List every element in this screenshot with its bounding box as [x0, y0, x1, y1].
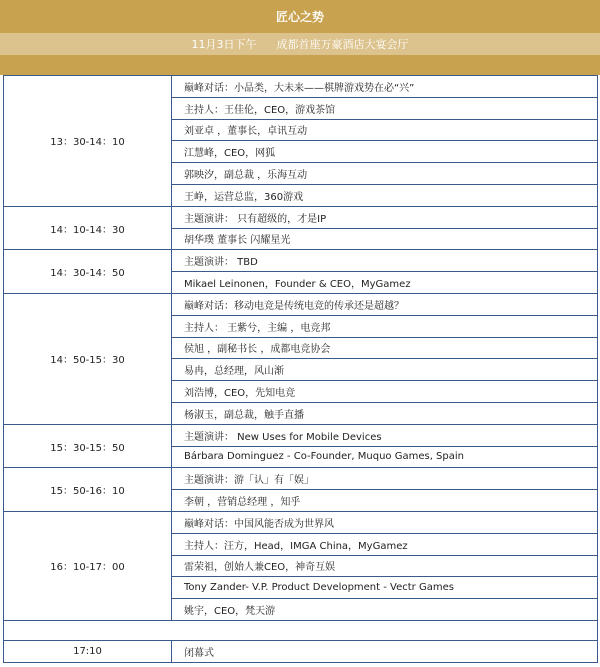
schedule-row [4, 250, 598, 272]
event-date: 11月3日下午 [191, 38, 257, 51]
session-item: 李朝 ，营销总经理 ，知乎 [172, 490, 598, 512]
session-item: 侯旭 ，副秘书长 ，成都电竞协会 [172, 337, 598, 359]
schedule-row [4, 206, 598, 228]
header-divider-band [0, 55, 600, 75]
spacer-row [4, 620, 598, 640]
session-time: 16：10-17：00 [4, 511, 172, 620]
session-item: 王峥，运营总监，360游戏 [172, 184, 598, 206]
session-item: 刘浩博，CEO，先知电竞 [172, 381, 598, 403]
schedule-row [4, 76, 598, 98]
session-item: 易冉，总经理，风山渐 [172, 359, 598, 381]
session-item: 主持人：王佳伦，CEO，游戏茶馆 [172, 97, 598, 119]
schedule-row [4, 468, 598, 490]
session-item: 刘亚卓 ，董事长，卓讯互动 [172, 119, 598, 141]
session-item: 主持人：汪方，Head，IMGA China，MyGamez [172, 533, 598, 555]
spacer-cell [4, 620, 598, 640]
session-time: 13：30-14：10 [4, 76, 172, 207]
session-item: 姚宇，CEO，梵天游 [172, 599, 598, 621]
session-item: 主题演讲：游「认」有「娱」 [172, 468, 598, 490]
session-item: 主持人： 王紫兮，主编 ，电竞邦 [172, 315, 598, 337]
event-venue: 成都首座万豪酒店大宴会厅 [276, 38, 409, 51]
schedule-body [4, 76, 598, 663]
session-item: 主题演讲： TBD [172, 250, 598, 272]
event-title-text: 匠心之势 [275, 10, 324, 24]
schedule-table [3, 75, 598, 663]
closing-item: 闭幕式 [172, 640, 598, 662]
session-time: 15：50-16：10 [4, 468, 172, 512]
session-item: 巅峰对话：中国风能否成为世界风 [172, 511, 598, 533]
session-item: 郭映汐，副总裁 ，乐海互动 [172, 163, 598, 185]
schedule-row [4, 424, 598, 446]
session-item: 主题演讲： 只有超级的，才是IP [172, 206, 598, 228]
session-time: 14：50-15：30 [4, 293, 172, 424]
session-item: 主题演讲： New Uses for Mobile Devices [172, 424, 598, 446]
session-item: Mikael Leinonen，Founder & CEO，MyGamez [172, 272, 598, 294]
session-time: 15：30-15：50 [4, 424, 172, 468]
event-title [0, 0, 600, 33]
session-item: 巅峰对话：小品类，大未来——棋牌游戏势在必“兴” [172, 76, 598, 98]
session-time: 14：30-14：50 [4, 250, 172, 294]
closing-row [4, 640, 598, 662]
session-time: 14：10-14：30 [4, 206, 172, 250]
event-subheader [0, 33, 600, 55]
session-item: 胡华璞 董事长 闪耀星光 [172, 228, 598, 250]
schedule-row [4, 511, 598, 533]
session-item: 巅峰对话：移动电竞是传统电竞的传承还是超越？ [172, 293, 598, 315]
session-item: 杨淑玉，副总裁，触手直播 [172, 402, 598, 424]
session-item: 雷荣祖，创始人兼CEO，神奇互娱 [172, 555, 598, 577]
session-item: 江慧峰，CEO，网狐 [172, 141, 598, 163]
session-item: Tony Zander- V.P. Product Development - Vectr Games [172, 577, 598, 599]
closing-time: 17:10 [4, 640, 172, 662]
session-item: Bárbara Dominguez - Co-Founder, Muquo Games, Spain [172, 446, 598, 468]
schedule-row [4, 293, 598, 315]
